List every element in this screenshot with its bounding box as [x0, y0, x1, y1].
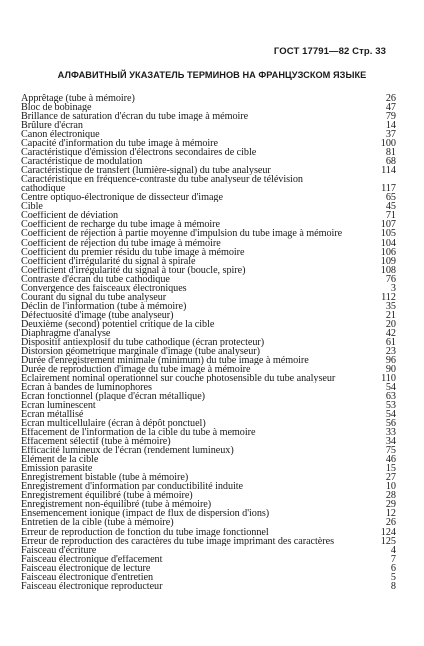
index-entry: [21, 311, 396, 320]
entry-page-number: 81: [385, 147, 396, 159]
entry-page-number: 5: [390, 571, 396, 583]
term-index-list: [21, 94, 396, 591]
entry-term: Bloc de bobinage: [21, 103, 92, 113]
index-entry: [21, 383, 396, 392]
entry-term: Dispositif antiexplosif du tube cathodique (écran protecteur): [21, 337, 265, 347]
entry-page-number: 46: [385, 454, 396, 466]
entry-page-number: 35: [385, 300, 396, 312]
entry-page-number: 20: [385, 318, 396, 330]
entry-page-number: 14: [385, 120, 396, 132]
entry-page-number: 65: [385, 192, 396, 204]
entry-term: Ensemencement ionique (impact de flux de dispersion d'ions): [21, 509, 270, 519]
entry-term: Canon électronique: [21, 130, 100, 140]
entry-page-number: 34: [385, 436, 396, 448]
index-entry: [21, 428, 396, 437]
index-entry: [21, 573, 396, 582]
index-entry: [21, 446, 396, 455]
index-entry: [21, 229, 396, 238]
index-entry: [21, 392, 396, 401]
entry-term: Entretien de la cible (tube à mémoire): [21, 518, 174, 528]
index-entry: [21, 419, 396, 428]
entry-term: Ecran fonctionnel (plaque d'écran métallique): [21, 392, 206, 402]
entry-page-number: 124: [380, 526, 396, 538]
index-entry: [21, 528, 396, 537]
entry-term: Coefficient du premier résidu du tube image à mémoire: [21, 247, 245, 257]
entry-page-number: 76: [385, 273, 396, 285]
entry-term: Elément de la cible: [21, 455, 99, 465]
entry-term: Caractéristique d'émission d'électrons secondaires de cible: [21, 148, 257, 158]
entry-page-number: 45: [385, 201, 396, 213]
index-entry: [21, 293, 396, 302]
entry-page-number: 105: [380, 228, 396, 240]
index-entry: [21, 148, 396, 157]
entry-page-number: 68: [385, 156, 396, 168]
entry-term: Coefficient d'irrégularité du signal à spirale: [21, 256, 196, 266]
entry-page-number: 4: [390, 544, 396, 556]
entry-term: Apprêtage (tube à mémoire): [21, 94, 135, 104]
entry-page-number: 71: [385, 210, 396, 222]
entry-page-number: 53: [385, 400, 396, 412]
entry-page-number: 33: [385, 427, 396, 439]
entry-page-number: 117: [381, 183, 396, 195]
entry-term: Effacement sélectif (tube à mémoire): [21, 437, 171, 447]
index-entry: [21, 139, 396, 148]
index-entry: [21, 103, 396, 112]
entry-term: Eclairement nominal operationnel sur couche photosensible du tube analyseur: [21, 373, 336, 384]
entry-term: Erreur de reproduction de fonction du tube image fonctionnel: [21, 527, 269, 537]
entry-page-number: 23: [385, 345, 396, 357]
entry-page-number: 104: [380, 237, 396, 249]
entry-term: Ecran luminescent: [21, 401, 96, 411]
entry-page-number: 114: [381, 165, 396, 177]
entry-page-number: 28: [385, 490, 396, 502]
entry-page-number: 109: [380, 255, 396, 267]
entry-term: Caractéristique de transfert (lumière-signal) du tube analyseur: [21, 166, 271, 176]
entry-page-number: 90: [385, 363, 396, 375]
index-entry: [21, 211, 396, 220]
index-entry: [21, 320, 396, 329]
index-entry: [21, 112, 396, 121]
index-entry: [21, 275, 396, 284]
entry-page-number: 63: [385, 391, 396, 403]
entry-term: Contraste d'écran du tube cathodique: [21, 274, 170, 284]
index-entry: [21, 509, 396, 518]
index-title: АЛФАВИТНЫЙ УКАЗАТЕЛЬ ТЕРМИНОВ НА ФРАНЦУЗСКОМ ЯЗЫКЕ: [57, 70, 367, 80]
entry-term: Distorsion géometrique marginale d'image (tube analyseur): [21, 346, 260, 356]
index-entry: [21, 365, 396, 374]
entry-term: Caractéristique en fréquence-contraste du tube analyseur de télévision: [21, 175, 303, 185]
entry-term: Enregistrement non-équilibré (tube à mémoire): [21, 500, 212, 510]
entry-page-number: 125: [380, 535, 396, 547]
index-entry: [21, 555, 396, 564]
entry-term: Courant du signal du tube analyseur: [21, 292, 167, 302]
index-entry: [21, 546, 396, 555]
index-entry: [21, 464, 396, 473]
entry-term: Coefficient de déviation: [21, 211, 119, 221]
index-entry: [21, 455, 396, 464]
entry-term: cathodique: [21, 184, 66, 194]
page-header: ГОСТ 17791—82 Стр. 33: [273, 46, 386, 57]
index-entry: [21, 166, 396, 175]
entry-page-number: 110: [381, 372, 396, 384]
entry-term: Cible: [21, 202, 43, 212]
index-entry: [21, 356, 396, 365]
entry-term: Brillance de saturation d'écran du tube image à mémoire: [21, 112, 249, 122]
entry-term: Caractéristique de modulation: [21, 157, 143, 167]
index-entry: [21, 401, 396, 410]
index-entry: [21, 202, 396, 211]
index-entry: [21, 338, 396, 347]
index-entry: [21, 248, 396, 257]
entry-page-number: 7: [390, 553, 396, 565]
entry-term: Coefficient de réjection à partie moyenne d'impulsion du tube image à mémoire: [21, 229, 343, 239]
index-entry: [21, 193, 396, 202]
entry-page-number: 26: [385, 93, 396, 104]
entry-page-number: 21: [385, 309, 396, 321]
index-entry: [21, 374, 396, 383]
entry-term: Faisceau électronique reproducteur: [21, 581, 163, 591]
index-entry: [21, 302, 396, 311]
entry-term: Faisceau d'écriture: [21, 545, 97, 555]
entry-term: Enregistrement équilibré (tube à mémoire): [21, 491, 193, 501]
entry-term: Brûlure d'écran: [21, 121, 83, 131]
entry-term: Défectuosité d'image (tube analyseur): [21, 310, 174, 320]
index-entry: [21, 257, 396, 266]
index-entry: [21, 157, 396, 166]
entry-term: Coefficient de recharge du tube image à mémoire: [21, 220, 220, 230]
entry-page-number: 29: [385, 499, 396, 511]
entry-page-number: 56: [385, 418, 396, 430]
entry-page-number: 8: [390, 580, 396, 592]
index-entry: [21, 491, 396, 500]
entry-page-number: 37: [385, 129, 396, 141]
entry-page-number: 61: [385, 336, 396, 348]
entry-page-number: 106: [380, 246, 396, 258]
entry-term: Ecran multicellulaire (écran à dépôt ponctuel): [21, 419, 206, 429]
entry-page-number: 75: [385, 445, 396, 457]
entry-term: Enregistrement bistable (tube à mémoire): [21, 473, 189, 483]
index-entry: [21, 121, 396, 130]
entry-term: Capacité d'information du tube image à mémoire: [21, 139, 218, 149]
index-entry: [21, 537, 396, 546]
entry-page-number: 27: [385, 472, 396, 484]
entry-page-number: 42: [385, 327, 396, 339]
index-entry: [21, 130, 396, 139]
entry-term: Faisceau électronique d'entretien: [21, 572, 153, 582]
entry-term: Durée d'enregistrement minimale (minimum) du tube image à mémoire: [21, 355, 309, 365]
entry-page-number: 3: [390, 282, 396, 294]
entry-page-number: 79: [385, 111, 396, 123]
index-entry: [21, 482, 396, 491]
entry-term: Efficacité lumineux de l'écran (rendement lumineux): [21, 446, 234, 456]
entry-term: Déclin de l'information (tube à mémoire): [21, 301, 187, 311]
entry-term: Ecran métallisé: [21, 410, 84, 420]
index-entry: [21, 347, 396, 356]
entry-page-number: 10: [385, 481, 396, 493]
index-entry: [21, 184, 396, 193]
index-entry: [21, 564, 396, 573]
entry-term: Effacement de l'information de la cible du tube à memoire: [21, 428, 256, 438]
entry-page-number: 54: [385, 409, 396, 421]
entry-page-number: 47: [385, 102, 396, 114]
entry-term: Faisceau électronique d'effacement: [21, 554, 163, 564]
index-entry: [21, 518, 396, 527]
entry-page-number: 26: [385, 517, 396, 529]
index-entry: [21, 239, 396, 248]
index-entry: [21, 175, 396, 184]
index-entry: [21, 266, 396, 275]
entry-page-number: 100: [380, 138, 396, 150]
entry-term: Convergence des faisceaux électroniques: [21, 283, 187, 293]
index-entry: [21, 284, 396, 293]
entry-term: Deuxième (second) potentiel critique de la cible: [21, 319, 215, 329]
entry-page-number: 54: [385, 382, 396, 393]
index-entry: [21, 473, 396, 482]
index-entry: [21, 410, 396, 419]
entry-term: Diaphragme d'analyse: [21, 328, 111, 338]
entry-page-number: 108: [380, 264, 396, 276]
entry-term: Emission parasite: [21, 464, 93, 474]
entry-term: Coefficient d'irrégularité du signal à tour (boucle, spire): [21, 265, 246, 275]
entry-term: Ecran à bandes de luminophores: [21, 383, 152, 393]
index-entry: [21, 94, 396, 103]
entry-page-number: 112: [381, 291, 396, 303]
entry-page-number: 15: [385, 463, 396, 475]
index-entry: [21, 500, 396, 509]
entry-page-number: 12: [385, 508, 396, 520]
entry-term: Enregistrement d'information par conductibilité induite: [21, 482, 244, 492]
entry-term: Centre optiquo-électronique de dissecteur d'image: [21, 193, 223, 203]
entry-term: Durée de reproduction d'image du tube image à mémoire: [21, 364, 251, 374]
entry-page-number: 96: [385, 354, 396, 366]
entry-page-number: 6: [390, 562, 396, 574]
index-entry: [21, 220, 396, 229]
entry-term: Coefficient de réjection du tube image à mémoire: [21, 238, 221, 248]
index-entry: [21, 329, 396, 338]
entry-page-number: 107: [380, 219, 396, 231]
index-entry: [21, 582, 396, 591]
entry-term: Faisceau électronique de lecture: [21, 563, 151, 573]
index-entry: [21, 437, 396, 446]
entry-term: Erreur de reproduction des caractères du tube image imprimant des caractères: [21, 536, 334, 546]
